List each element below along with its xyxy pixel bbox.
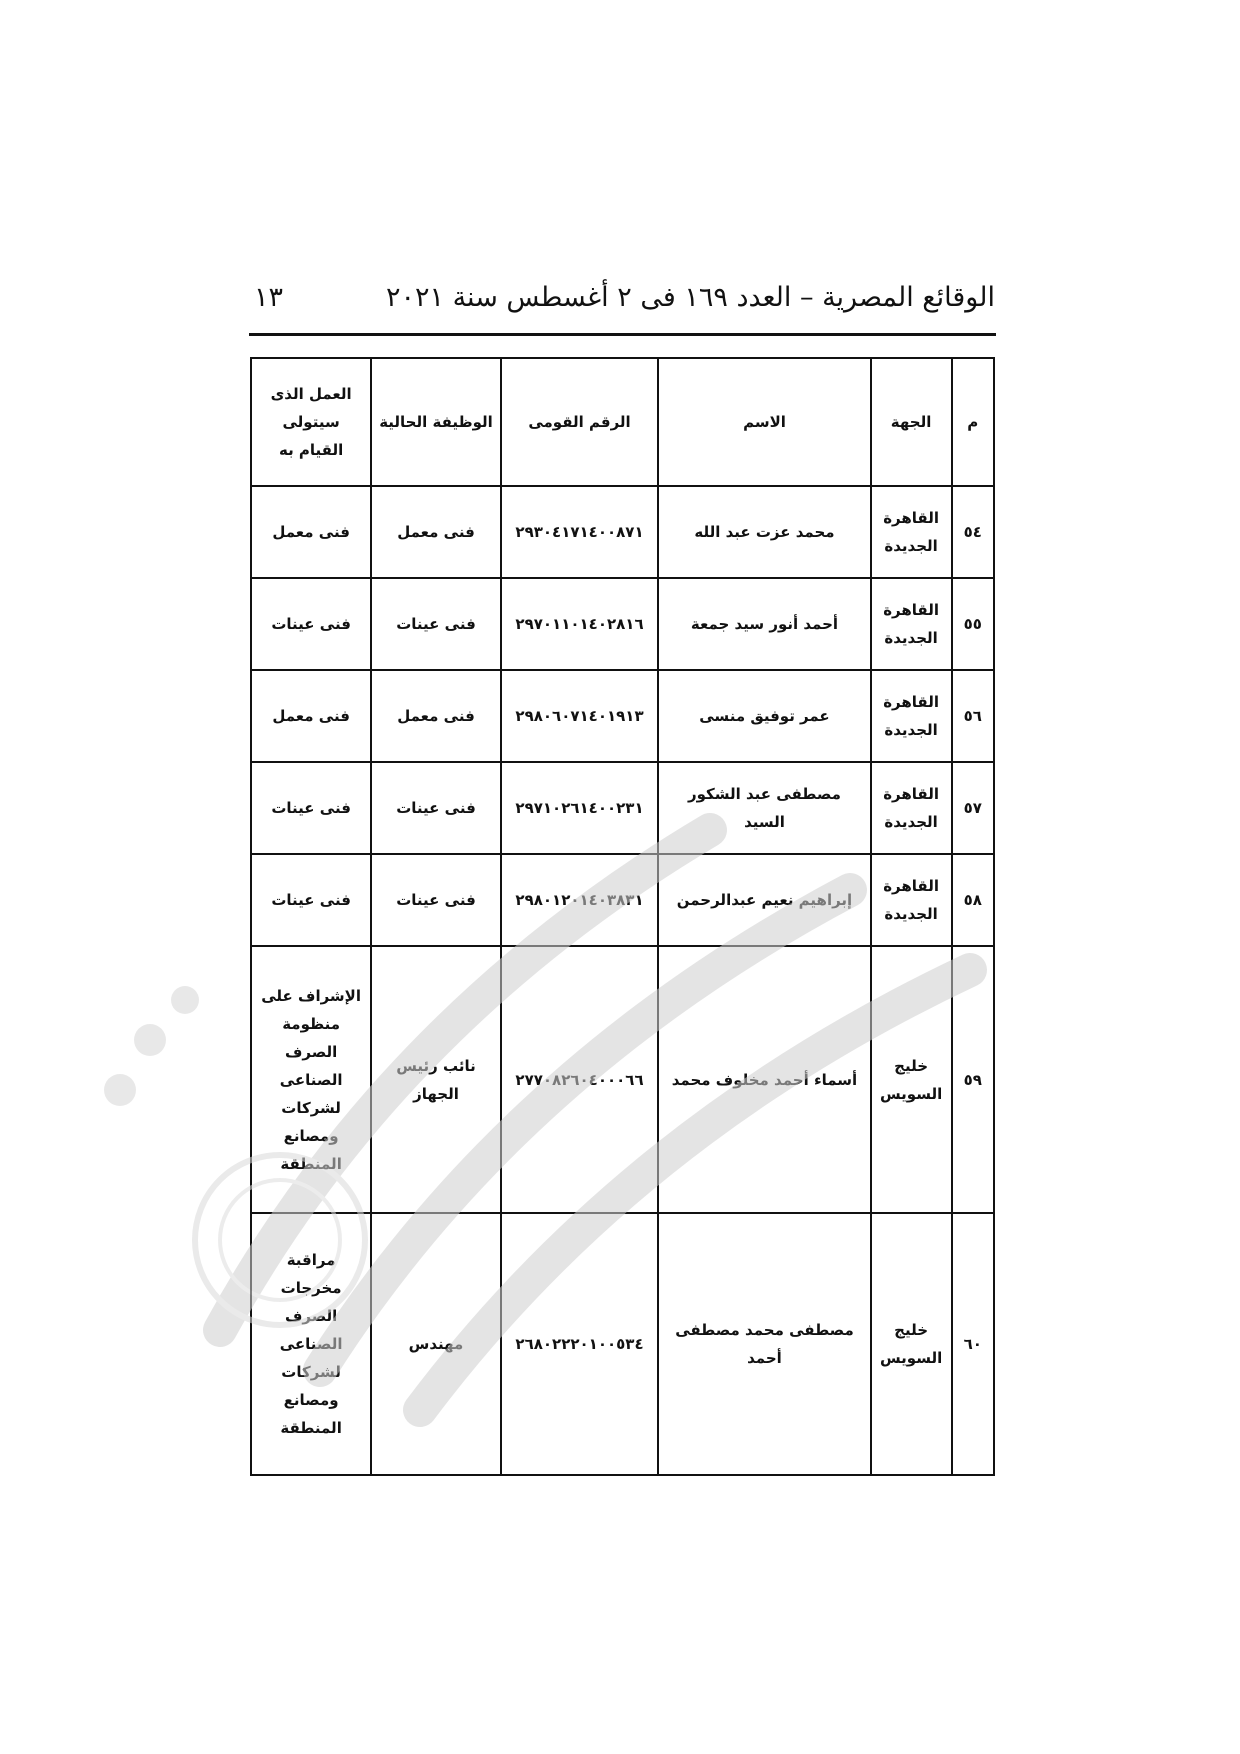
col-header-num: م [952,358,994,486]
cell-name: مصطفى محمد مصطفى أحمد [658,1213,870,1475]
cell-assigned-task: الإشراف على منظومة الصرف الصناعى لشركات ومصانع المنطقة [251,946,371,1213]
cell-num: ٦٠ [952,1213,994,1475]
cell-num: ٥٧ [952,762,994,854]
cell-authority: القاهرة الجديدة [871,486,952,578]
cell-num: ٥٦ [952,670,994,762]
cell-current-job: فنى معمل [371,670,501,762]
cell-authority: خليج السويس [871,1213,952,1475]
table-header-row [251,358,994,486]
table-row [251,486,994,578]
table-row [251,762,994,854]
cell-name: أحمد أنور سيد جمعة [658,578,870,670]
cell-assigned-task: فنى عينات [251,854,371,946]
cell-assigned-task: فنى معمل [251,670,371,762]
cell-name: محمد عزت عبد الله [658,486,870,578]
cell-name: عمر توفيق منسى [658,670,870,762]
header-divider [249,333,996,336]
cell-current-job: فنى معمل [371,486,501,578]
cell-national-id: ٢٧٧٠٨٢٦٠٤٠٠٠٦٦ [501,946,659,1213]
cell-num: ٥٨ [952,854,994,946]
col-header-authority: الجهة [871,358,952,486]
cell-national-id: ٢٩٨٠١٢٠١٤٠٣٨٣١ [501,854,659,946]
cell-num: ٥٥ [952,578,994,670]
table-row [251,946,994,1213]
col-header-current-job: الوظيفة الحالية [371,358,501,486]
cell-authority: القاهرة الجديدة [871,578,952,670]
cell-current-job: مهندس [371,1213,501,1475]
cell-name: مصطفى عبد الشكور السيد [658,762,870,854]
cell-national-id: ٢٩٣٠٤١٧١٤٠٠٨٧١ [501,486,659,578]
table-row [251,670,994,762]
page-number: ١٣ [254,282,284,313]
page-header [250,282,995,334]
table-row [251,1213,994,1475]
cell-authority: خليج السويس [871,946,952,1213]
table-row [251,578,994,670]
cell-national-id: ٢٩٧١٠٢٦١٤٠٠٢٣١ [501,762,659,854]
table-row [251,854,994,946]
col-header-assigned-task: العمل الذى سيتولى القيام به [251,358,371,486]
cell-authority: القاهرة الجديدة [871,670,952,762]
col-header-name: الاسم [658,358,870,486]
cell-name: أسماء أحمد مخلوف محمد [658,946,870,1213]
cell-num: ٥٤ [952,486,994,578]
cell-current-job: فنى عينات [371,762,501,854]
col-header-national-id: الرقم القومى [501,358,659,486]
cell-authority: القاهرة الجديدة [871,762,952,854]
cell-current-job: نائب رئيس الجهاز [371,946,501,1213]
cell-national-id: ٢٦٨٠٢٢٢٠١٠٠٥٣٤ [501,1213,659,1475]
cell-assigned-task: مراقبة مخرجات الصرف الصناعى لشركات ومصانع المنطقة [251,1213,371,1475]
cell-current-job: فنى عينات [371,854,501,946]
cell-national-id: ٢٩٨٠٦٠٧١٤٠١٩١٣ [501,670,659,762]
personnel-table [250,357,995,1476]
cell-assigned-task: فنى عينات [251,578,371,670]
cell-national-id: ٢٩٧٠١١٠١٤٠٢٨١٦ [501,578,659,670]
cell-current-job: فنى عينات [371,578,501,670]
cell-name: إبراهيم نعيم عبدالرحمن [658,854,870,946]
cell-assigned-task: فنى عينات [251,762,371,854]
cell-assigned-task: فنى معمل [251,486,371,578]
cell-num: ٥٩ [952,946,994,1213]
gazette-title: الوقائع المصرية – العدد ١٦٩ فى ٢ أغسطس سنة ٢٠٢١ [385,282,995,313]
cell-authority: القاهرة الجديدة [871,854,952,946]
